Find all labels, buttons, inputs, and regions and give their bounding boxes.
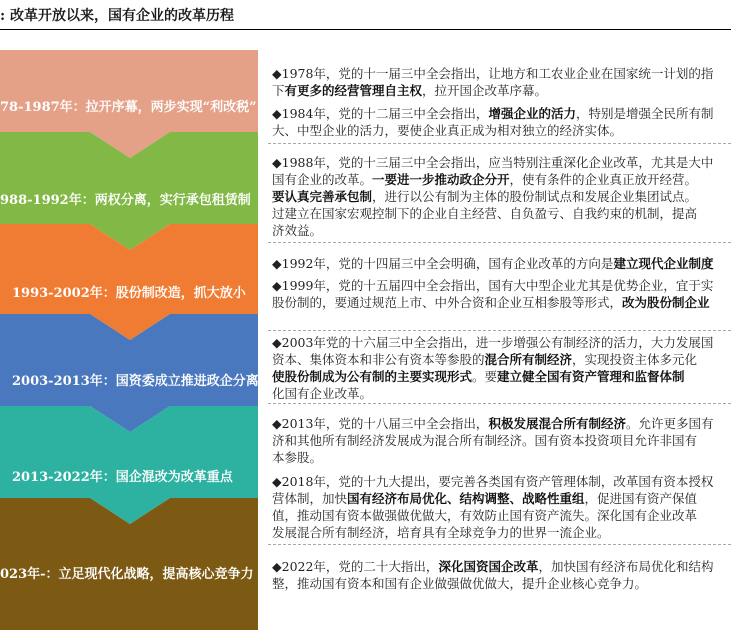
note-line	[272, 255, 731, 272]
section-divider	[268, 544, 731, 545]
note-line	[272, 432, 731, 449]
text-run: 。允许更多国有	[625, 416, 714, 431]
note-line	[272, 415, 731, 432]
text-run: ◆2018年，党的十九大提出，要完善各类国有资产管理体制，改革国有资本授权	[272, 474, 714, 489]
text-run: ◆1992年，党的十四届三中全会明确，国有企业改革的方向是	[272, 256, 614, 271]
note-line	[272, 473, 731, 490]
reform-note-1984	[272, 105, 731, 139]
text-run: 本参股。	[272, 450, 323, 465]
text-run: 。要	[472, 369, 498, 384]
highlight-text: 建立健全国有资产管理和监督体制	[497, 369, 685, 384]
section-divider	[268, 242, 731, 243]
text-run: 国有企业的改革。	[272, 172, 373, 187]
text-run: 过建立在国家宏观控制下的企业自主经营、自负盈亏、自我约束的机制，提高	[272, 206, 698, 221]
note-line	[272, 105, 731, 122]
text-run: ◆1999年，党的十五届四中全会指出，国有大中型企业尤其是优势企业，宜于实	[272, 278, 714, 293]
highlight-text: 增强企业的活力	[488, 106, 576, 121]
text-run: ，拉开国企改革序幕。	[422, 83, 548, 98]
highlight-text: 有更多的经营管理自主权	[284, 83, 423, 98]
note-line	[272, 351, 731, 368]
reform-note-1988	[272, 154, 731, 239]
reform-note-2003	[272, 334, 731, 402]
highlight-text: 积极发展混合所有制经济	[488, 416, 626, 431]
note-line	[272, 449, 731, 466]
highlight-text: 混合所有制经济	[484, 352, 573, 367]
note-line	[272, 524, 731, 541]
text-run: ，进行以公有制为主体的股份制试点和发展企业集团试点。	[372, 189, 698, 204]
stage-label-2023: 023年-：立足现代化战略，提高核心竞争力	[0, 567, 254, 582]
highlight-text: 一要进一步推动政企分开	[372, 172, 510, 187]
note-line	[272, 188, 731, 205]
text-run: 下	[272, 83, 285, 98]
text-run: 营体制，加快	[272, 491, 348, 506]
text-run: ，实现投资主体多元化	[572, 352, 698, 367]
section-divider	[268, 143, 731, 144]
note-line	[272, 368, 731, 385]
stage-label-1993-2002: 1993-2002年：股份制改造，抓大放小	[12, 286, 246, 301]
text-run: ◆2022年，党的二十大指出，	[272, 559, 439, 574]
text-run: ，使有条件的企业真正放开经营。	[509, 172, 698, 187]
text-run: 济和其他所有制经济发展成为混合所有制经济。国有资本投资项目允许非国有	[272, 433, 698, 448]
text-run: 整，推动国有资本和国有企业做强做优做大，提升企业核心竞争力。	[272, 576, 648, 591]
text-run: ◆1988年，党的十三届三中全会指出，应当特别注重深化企业改革，尤其是大中	[272, 155, 714, 170]
stage-label-2013-2022: 2013-2022年：国企混改为改革重点	[12, 470, 233, 485]
highlight-text: 改为股份制企业	[622, 295, 710, 310]
note-line	[272, 65, 731, 82]
note-line	[272, 490, 731, 507]
text-run: ◆2013年，党的十八届三中全会指出，	[272, 416, 489, 431]
stage-label-2003-2013: 2003-2013年：国资委成立推进政企分离	[12, 374, 259, 389]
highlight-text: 深化国资国企改革	[438, 559, 539, 574]
highlight-text: 要认真完善承包制	[272, 189, 373, 204]
text-run: 化国有企业改革。	[272, 386, 373, 401]
reform-note-1992	[272, 255, 731, 272]
note-line	[272, 222, 731, 239]
highlight-text: 建立现代企业制度	[613, 256, 714, 271]
text-run: 值，推动国有资本做强做优做大，有效防止国有资产流失。深化国有企业改革	[272, 508, 698, 523]
text-run: ◆2003年党的十六届三中全会指出，进一步增强公有制经济的活力，大力发展国	[272, 335, 714, 350]
reform-note-1999	[272, 277, 731, 311]
text-run: ◆1978年，党的十一届三中全会指出，让地方和工农业企业在国家统一计划的指	[272, 66, 714, 81]
stage-label-1978-1987: 78-1987年：拉开序幕，两步实现“利改税”	[0, 100, 257, 115]
reform-note-2018	[272, 473, 731, 541]
note-line	[272, 82, 731, 99]
text-run: ，特别是增强全民所有制	[575, 106, 714, 121]
note-line	[272, 154, 731, 171]
text-run: ，促进国有资产保值	[584, 491, 698, 506]
highlight-text: 国有经济布局优化、结构调整、战略性重组	[347, 491, 585, 506]
page-title: : 改革开放以来，国有企业的改革历程	[0, 8, 235, 24]
note-line	[272, 385, 731, 402]
note-line	[272, 507, 731, 524]
note-line	[272, 558, 731, 575]
reform-note-2013	[272, 415, 731, 466]
text-run: ，加快国有经济布局优化和结构	[538, 559, 714, 574]
reform-note-2022	[272, 558, 731, 592]
section-divider	[268, 330, 731, 331]
note-line	[272, 205, 731, 222]
highlight-text: 使股份制成为公有制的主要实现形式	[272, 369, 473, 384]
text-run: 资本、集体资本和非公有资本等参股的	[272, 352, 485, 367]
note-line	[272, 334, 731, 351]
reform-note-1978	[272, 65, 731, 99]
note-line	[272, 575, 731, 592]
text-run: 股份制的，要通过规范上市、中外合资和企业互相参股等形式，	[272, 295, 623, 310]
stage-label-1988-1992: 988-1992年：两权分离，实行承包租赁制	[0, 193, 251, 208]
text-run: ◆1984年，党的十二届三中全会指出，	[272, 106, 489, 121]
note-line	[272, 294, 731, 311]
text-run: 济效益。	[272, 223, 323, 238]
note-line	[272, 122, 731, 139]
text-run: 发展混合所有制经济，培育具有全球竞争力的世界一流企业。	[272, 525, 610, 540]
text-run: 大、中型企业的活力，要使企业真正成为相对独立的经济实体。	[272, 123, 623, 138]
section-divider	[268, 403, 731, 404]
note-line	[272, 171, 731, 188]
note-line	[272, 277, 731, 294]
